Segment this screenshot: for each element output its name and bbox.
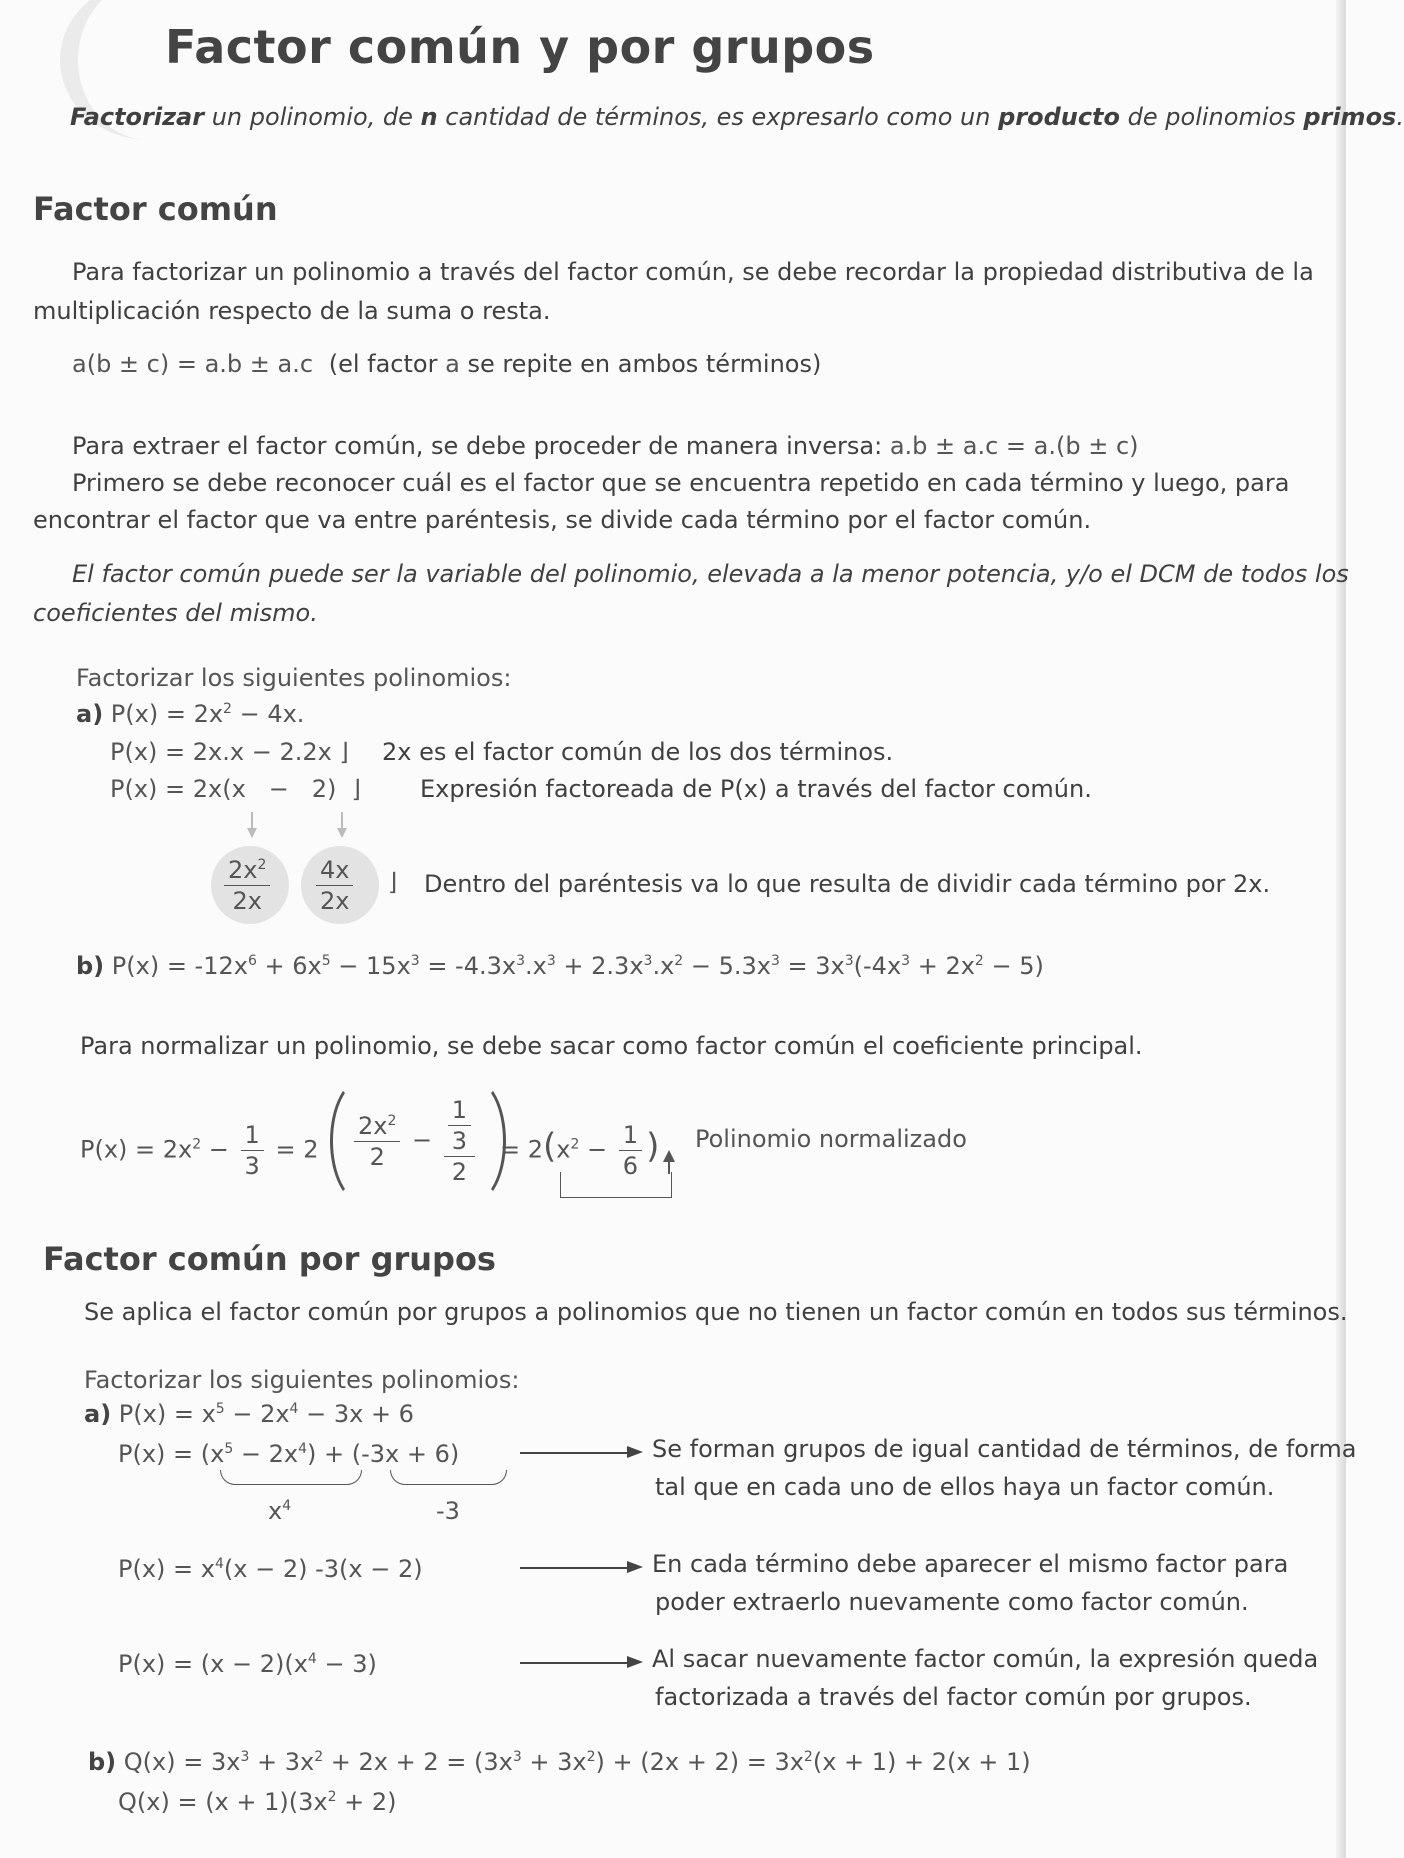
group-example-a-line3: $P(x) = x^4(x - 2) -3(x - 2)$: [118, 1555, 423, 1583]
group-example-a-line4: $P(x) = (x - 2)(x^4 - 3)$: [118, 1650, 377, 1678]
section-heading-factor-comun-por-grupos: Factor común por grupos: [43, 1240, 496, 1278]
big-right-paren: [440, 1078, 506, 1204]
paragraph-line: Primero se debe reconocer cuál es el factor que se encuentra repetido en cada término y luego, para: [72, 469, 1290, 497]
exercise-intro: Factorizar los siguientes polinomios:: [76, 664, 512, 692]
group-note2-line1: En cada término debe aparecer el mismo factor para: [652, 1550, 1289, 1578]
group-note2-line2: poder extraerlo nuevamente como factor común.: [655, 1588, 1249, 1616]
paragraph-line: Para factorizar un polinomio a través del factor común, se debe recordar la propiedad distributiva de la: [72, 258, 1314, 286]
group-note3-line2: factorizada a través del factor común por grupos.: [655, 1683, 1252, 1711]
group-example-a-line2: $P(x) = (x^5 - 2x^4) + (-3x + 6)$: [118, 1440, 460, 1468]
group-example-b-line2: $Q(x) = (x + 1)(3x^2 + 2)$: [118, 1788, 397, 1816]
bracket-mark: ⌋: [388, 868, 398, 896]
example-a-note3: Dentro del paréntesis va lo que resulta de dividir cada término por 2x.: [424, 870, 1271, 898]
paragraph-line: multiplicación respecto de la suma o resta.: [33, 297, 551, 325]
section-heading-factor-comun: Factor común: [33, 190, 278, 228]
bracket-arrow-shaft: [668, 1160, 670, 1174]
group-note1-line2: tal que en cada uno de ellos haya un factor común.: [655, 1473, 1275, 1501]
inverse-paragraph: Para extraer el factor común, se debe proceder de manera inversa: a.b ± a.c = a.(b ± c): [72, 432, 1139, 460]
fraction-4x-over-2x: $\frac{4x}{2x}$: [312, 855, 357, 916]
group-factor-x4: $x^4$: [268, 1497, 292, 1525]
arrow-line: [520, 1662, 630, 1664]
section2-paragraph: Se aplica el factor común por grupos a polinomios que no tienen un factor común en todos sus términos.: [84, 1298, 1348, 1326]
bracket-line: [560, 1172, 672, 1198]
arrow-line: [520, 1452, 630, 1454]
normalized-label: Polinomio normalizado: [695, 1125, 967, 1153]
example-a-note1: 2x es el factor común de los dos términos.: [382, 738, 894, 766]
group-example-a-line1: a) $P(x) = x^5 - 2x^4 - 3x + 6$: [84, 1400, 414, 1428]
italic-note-line: coeficientes del mismo.: [33, 599, 318, 627]
example-b: b) $P(x) = -12x^6 + 6x^5 - 15x^3 = -4.3x^3.x^3 + 2.3x^3.x^2 - 5.3x^3 = 3x^3(-4x^3 + 2x^2 - 5)$: [76, 952, 1044, 980]
group-factor-minus3: -3: [436, 1497, 460, 1525]
example-a-line1: a) $P(x) = 2x^2 - 4x$.: [76, 700, 305, 728]
page-title: Factor común y por grupos: [165, 20, 875, 74]
down-arrow-head: [247, 828, 257, 838]
intro-paragraph: Factorizar un polinomio, de n cantidad de términos, es expresarlo como un producto de polinomios primos.: [70, 103, 1404, 131]
normalize-inner: $\frac{2x^2}{2}$ − $\frac{\frac{1}{3}}{2}$: [350, 1095, 479, 1187]
italic-note-line: El factor común puede ser la variable del polinomio, elevada a la menor potencia, y/o el DCM de todos los: [72, 560, 1349, 588]
page-edge-shadow: [1336, 0, 1346, 1858]
arrow-head: [627, 1656, 643, 1668]
distributive-formula: a(b ± c) = a.b ± a.c (el factor a se repite en ambos términos): [72, 350, 822, 378]
exercise-intro: Factorizar los siguientes polinomios:: [84, 1366, 520, 1394]
example-a-note2: Expresión factoreada de P(x) a través del factor común.: [420, 775, 1092, 803]
fraction-2x2-over-2x: $\frac{2x^2}{2x}$: [220, 855, 274, 916]
down-arrow-head: [337, 828, 347, 838]
normalize-formula: $P(x) = 2x^2$ − $\frac{1}{3}$ = 2: [80, 1121, 319, 1180]
bracket-arrow-head: [663, 1150, 675, 1162]
underbrace: [390, 1470, 507, 1485]
underbrace: [220, 1470, 362, 1485]
arrow-line: [520, 1567, 630, 1569]
paragraph-line: encontrar el factor que va entre paréntesis, se divide cada término por el factor común.: [33, 506, 1092, 534]
group-note3-line1: Al sacar nuevamente factor común, la expresión queda: [652, 1645, 1319, 1673]
group-example-b-line1: b) $Q(x) = 3x^3 + 3x^2 + 2x + 2 = (3x^3 + 3x^2) + (2x + 2) = 3x^2(x + 1) + 2(x + 1)$: [88, 1748, 1031, 1776]
normalize-result: = $2(x^2$ − $\frac{1}{6}$ ): [500, 1121, 660, 1180]
example-a-line2: P(x) = 2x.x − 2.2x ⌋: [110, 738, 349, 766]
normalize-paragraph: Para normalizar un polinomio, se debe sacar como factor común el coeficiente principal.: [80, 1032, 1143, 1060]
arrow-head: [627, 1446, 643, 1458]
group-note1-line1: Se forman grupos de igual cantidad de términos, de forma: [652, 1435, 1357, 1463]
example-a-line3: P(x) = 2x(x − 2) ⌋: [110, 775, 361, 803]
arrow-head: [627, 1561, 643, 1573]
